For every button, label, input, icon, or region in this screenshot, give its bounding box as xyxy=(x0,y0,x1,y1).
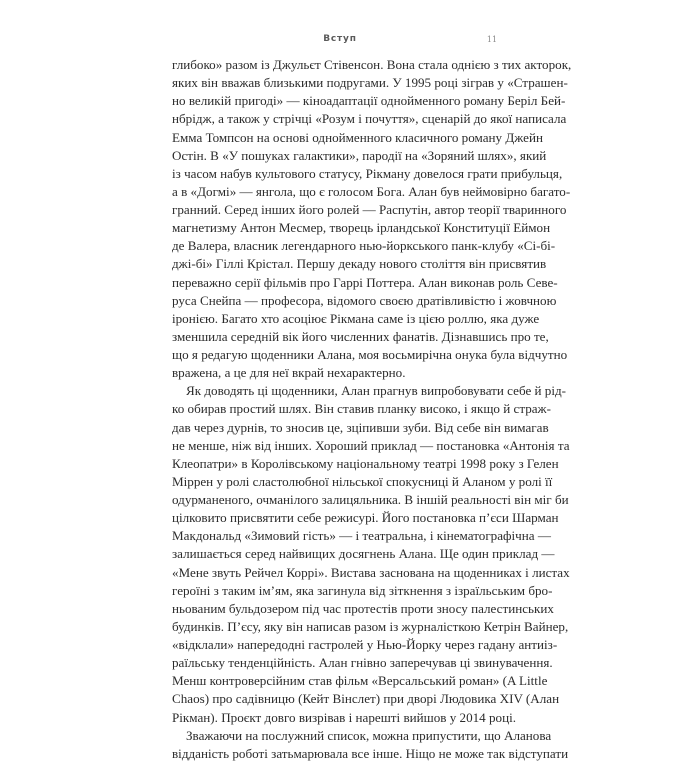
text-line: ньованим бульдозером під час протестів проти зносу палестинських xyxy=(172,600,554,616)
text-line: Остін. В «У пошуках галактики», пародії на «Зоряний шлях», який xyxy=(172,147,547,163)
text-line: переважно серії фільмів про Гаррі Поттера. Алан виконав роль Севе- xyxy=(172,274,558,290)
text-line: «Мене звуть Рейчел Коррі». Вистава заснована на щоденниках і листах xyxy=(172,564,570,580)
text-line: одурманеного, очманілого залицяльника. В іншій реальності він міг би xyxy=(172,492,569,507)
paragraph xyxy=(172,56,572,382)
text-line: героїні з таким ім’ям, яка загинула від зіткнення з ізраїльським бро- xyxy=(172,582,553,598)
text-line: із часом набув культового статусу, Рікману довелося грати прибульця, xyxy=(172,165,563,181)
text-line: не менше, ніж від інших. Хороший приклад — постановка «Антонія та xyxy=(172,437,570,453)
text-line: руса Снейпа — професора, відомого своєю дратівливістю і жовчною xyxy=(172,292,557,308)
text-line: «відклали» напередодні гастролей у Нью-Йорку через гадану антиіз- xyxy=(172,637,558,652)
running-head: Вступ xyxy=(323,34,357,44)
text-line: будинків. П’єсу, яку він написав разом із журналісткою Кетрін Вайнер, xyxy=(172,618,569,634)
text-line: Менш контроверсійним став фільм «Версальський роман» (A Little xyxy=(172,673,548,689)
text-line: Зважаючи на послужний список, можна припустити, що Аланова xyxy=(186,727,552,743)
text-line: залишається серед найвищих досягнень Алана. Ще один приклад — xyxy=(172,546,555,562)
text-line: магнетизму Антон Месмер, творець ірландської Конституції Еймон xyxy=(172,220,551,236)
text-line: зменшила середній вік його численних фанатів. Дізнавшись про те, xyxy=(172,328,549,344)
text-line: відданість роботі затьмарювала все інше. Ніщо не може так відступати xyxy=(172,745,569,761)
body-text xyxy=(172,56,572,763)
text-line: Клеопатри» в Королівському національному театрі 1998 року з Гелен xyxy=(172,455,559,471)
text-line: гранний. Серед інших його ролей — Распутін, автор теорії тваринного xyxy=(172,202,567,217)
text-line: ко обирав простий шлях. Він ставив планку високо, і якщо й страж- xyxy=(172,401,551,417)
text-line: Chaos) про садівницю (Кейт Вінслет) при дворі Людовика XIV (Алан xyxy=(172,691,560,707)
page-number: 11 xyxy=(486,35,498,44)
text-line: джі-бі» Гіллі Крістал. Першу декаду нового століття він присвятив xyxy=(172,256,547,272)
text-line: Рікман). Проєкт довго визрівав і нарешті вийшов у 2014 році. xyxy=(172,709,517,725)
text-line: іронією. Багато хто асоціює Рікмана саме із цією роллю, яка дуже xyxy=(172,310,540,326)
text-line: Макдональд «Зимовий гість» — і театральна, і кінематографічна — xyxy=(172,528,551,544)
text-line: Емма Томпсон на основі однойменного класичного роману Джейн xyxy=(172,129,543,145)
paragraph xyxy=(172,727,569,763)
text-line: вражена, а це для неї вкрай нехарактерно. xyxy=(172,365,406,381)
text-line: що я редагую щоденники Алана, моя восьмирічна онука була відчутно xyxy=(172,347,568,362)
text-line: Як доводять ці щоденники, Алан прагнув випробовувати себе й рід- xyxy=(186,383,567,399)
text-line: но великій пригоді» — кіноадаптації однойменного роману Беріл Бей- xyxy=(172,93,566,109)
text-line: де Валера, власник легендарного нью-йоркського панк-клубу «Сі-бі- xyxy=(172,238,556,254)
text-line: дав через дурнів, то зносив це, зціпивши зуби. Від себе він вимагав xyxy=(172,419,549,435)
text-line: а в «Догмі» — янгола, що є голосом Бога. Алан був неймовірно багато- xyxy=(172,183,571,199)
paragraph xyxy=(172,382,570,726)
text-line: Міррен у ролі сластолюбної нільської спокусниці й Аланом у ролі її xyxy=(172,473,553,489)
text-line: глибоко» разом із Джульєт Стівенсон. Вона стала однією з тих акторок, xyxy=(172,57,572,72)
text-line: цілковито присвятити себе режисурі. Його постановка п’єси Шарман xyxy=(172,510,559,526)
text-line: яких він вважав близькими подругами. У 1995 році зіграв у «Страшен- xyxy=(172,75,568,91)
text-line: нбрідж, а також у стрічці «Розум і почуття», сценарій до якої написала xyxy=(172,111,567,127)
text-line: раїльську тенденційність. Алан гнівно заперечував ці звинувачення. xyxy=(172,655,553,671)
